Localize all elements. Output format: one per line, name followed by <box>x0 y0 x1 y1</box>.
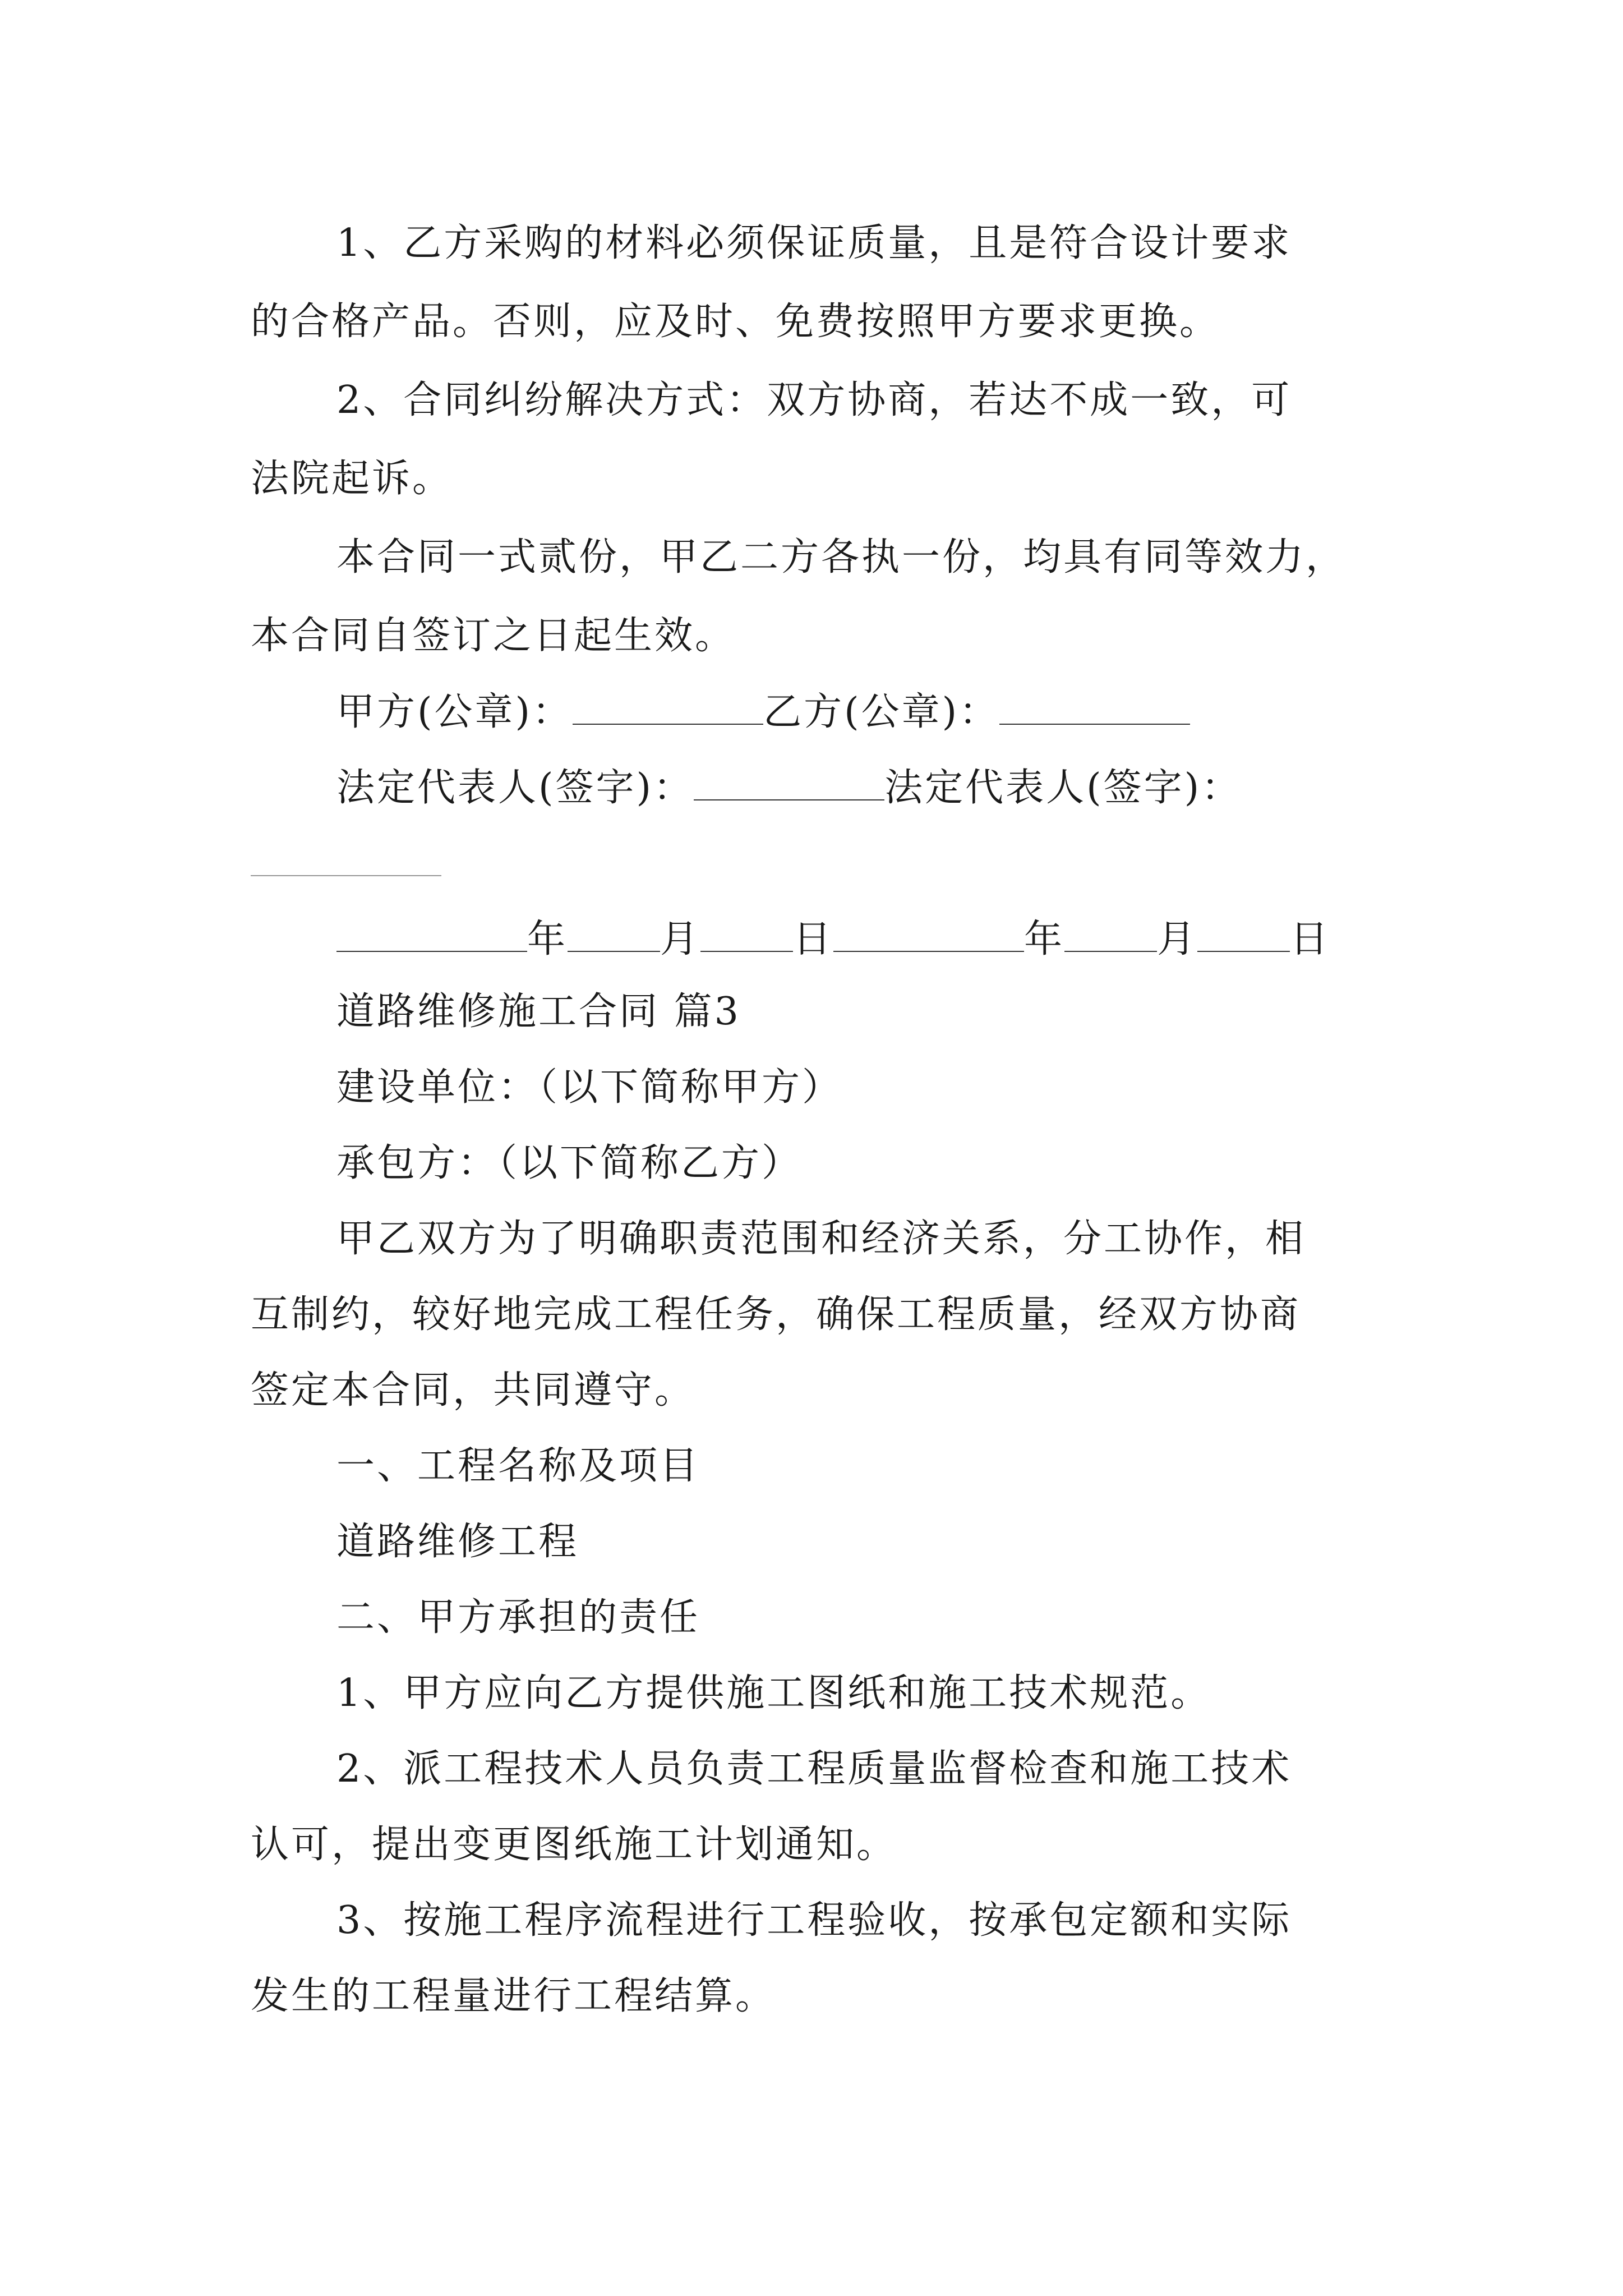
legal-rep-a-label: 法定代表人(签字)： <box>336 766 694 810</box>
legal-rep-a-blank <box>694 766 884 800</box>
party-a-seal-label: 甲方(公章)： <box>336 690 573 734</box>
project-name: 道路维修工程 <box>336 1520 579 1564</box>
contractor-line: 承包方：（以下简称乙方） <box>336 1141 803 1185</box>
intro-line: 签定本合同，共同遵守。 <box>251 1368 695 1412</box>
paragraph-line: 法院起诉。 <box>251 457 453 501</box>
month-label-b: 月 <box>1157 917 1198 961</box>
legal-rep-line <box>336 766 1242 810</box>
paragraph-line: 本合同一式贰份，甲乙二方各执一份，均具有同等效力， <box>336 535 1347 579</box>
paragraph-line: 的合格产品。否则，应及时、免费按照甲方要求更换。 <box>251 300 1220 344</box>
month-blank-b <box>1064 917 1157 952</box>
section-title: 道路维修施工合同 篇3 <box>336 990 741 1034</box>
seal-line <box>336 690 1190 734</box>
year-blank-a <box>336 917 527 952</box>
item-line: 1、甲方应向乙方提供施工图纸和施工技术规范。 <box>336 1671 1211 1715</box>
day-label-a: 日 <box>793 917 834 961</box>
year-label-b: 年 <box>1024 917 1065 961</box>
heading-responsibility: 二、甲方承担的责任 <box>336 1595 700 1640</box>
day-label-b: 日 <box>1290 917 1331 961</box>
legal-rep-b-blank <box>251 841 441 876</box>
paragraph-line: 1、乙方采购的材料必须保证质量，且是符合设计要求 <box>336 221 1292 265</box>
party-b-seal-label: 乙方(公章)： <box>763 690 1000 734</box>
paragraph-line: 本合同自签订之日起生效。 <box>251 614 736 658</box>
day-blank-a <box>700 917 793 952</box>
year-label-a: 年 <box>527 917 568 961</box>
year-blank-b <box>833 917 1024 952</box>
date-line <box>336 917 1330 959</box>
month-label-a: 月 <box>660 917 701 961</box>
item-line: 3、按施工程序流程进行工程验收，按承包定额和实际 <box>336 1898 1292 1943</box>
party-a-seal-blank <box>573 690 763 725</box>
intro-line: 甲乙双方为了明确职责范围和经济关系，分工协作，相 <box>336 1217 1306 1261</box>
item-line: 发生的工程量进行工程结算。 <box>251 1974 776 2018</box>
item-line: 2、派工程技术人员负责工程质量监督检查和施工技术 <box>336 1747 1292 1791</box>
heading-project: 一、工程名称及项目 <box>336 1444 700 1488</box>
legal-rep-b-label: 法定代表人(签字)： <box>884 766 1242 810</box>
legal-rep-b-blank-line <box>251 841 441 883</box>
paragraph-line: 2、合同纠纷解决方式：双方协商，若达不成一致，可 <box>336 378 1292 422</box>
intro-line: 互制约，较好地完成工程任务，确保工程质量，经双方协商 <box>251 1292 1301 1337</box>
party-b-seal-blank <box>999 690 1190 725</box>
item-line: 认可，提出变更图纸施工计划通知。 <box>251 1823 897 1867</box>
month-blank-a <box>568 917 660 952</box>
day-blank-b <box>1197 917 1290 952</box>
employer-line: 建设单位：（以下简称甲方） <box>336 1065 843 1110</box>
